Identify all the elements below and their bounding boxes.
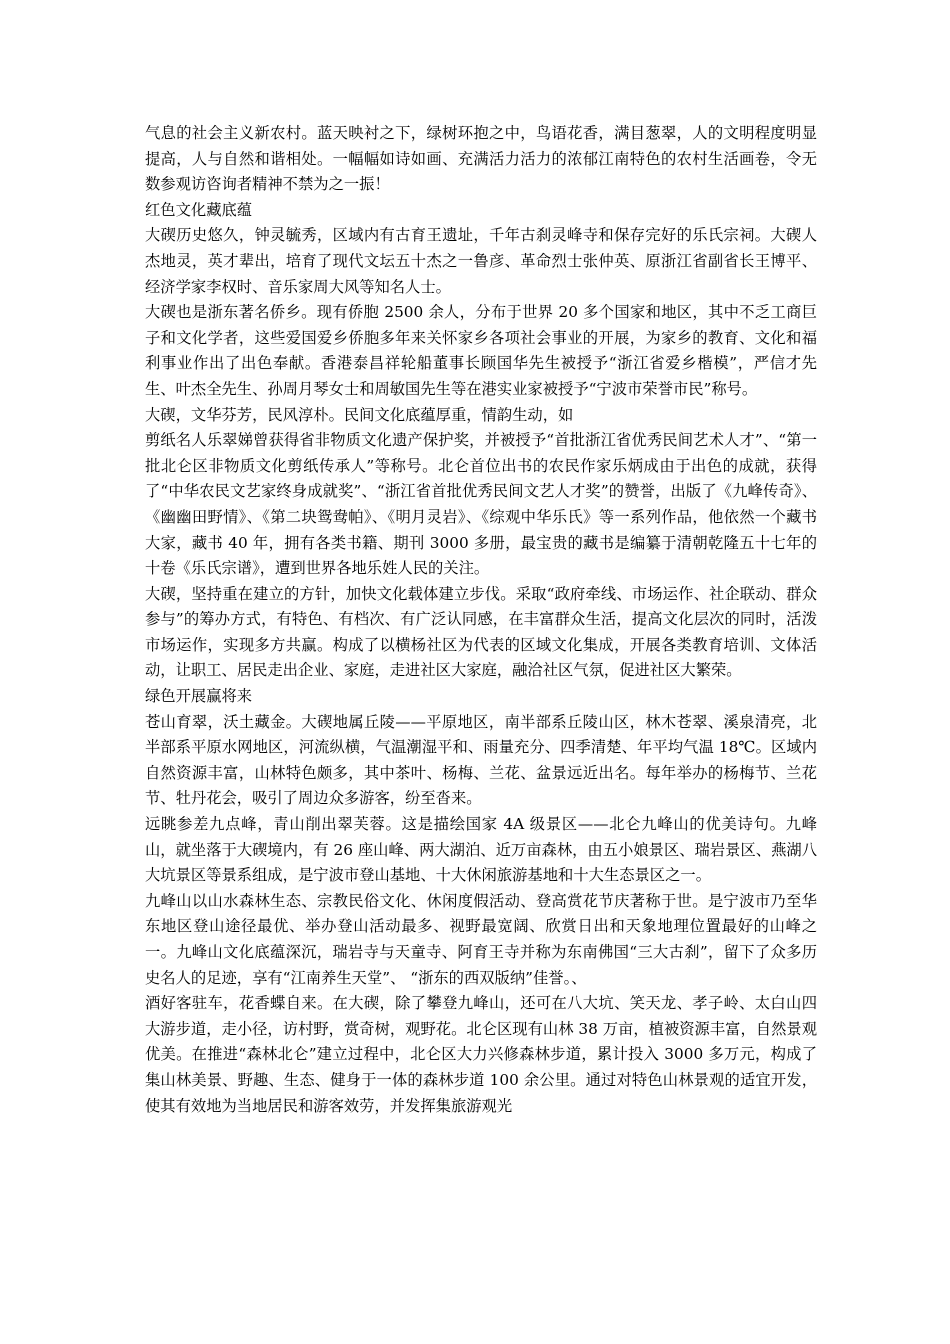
paragraph-overseas-chinese: 大碶也是浙东著名侨乡。现有侨胞 2500 余人，分布于世界 20 多个国家和地区，其中不乏工商巨子和文化学者，这些爱国爱乡侨胞多年来关怀家乡各项社会事业的开展，为家乡的教育、文化和福利事业作出了出色奉献。香港泰昌祥轮船董事长顾国华先生被授予“浙江省爱乡楷模”，严信才先生、叶杰全先生、孙周月琴女士和周敏国先生等在港实业家被授予“宁波市荣誉市民”称号。 — [145, 303, 817, 398]
paragraph-history: 大碶历史悠久，钟灵毓秀，区域内有古育王遗址，千年古刹灵峰寺和保存完好的乐氏宗祠。大碶人杰地灵，英才辈出，培育了现代文坛五十杰之一鲁彦、革命烈士张仲英、原浙江省副省长王博平、经济学家李权时、音乐家周大风等知名人士。 — [145, 226, 817, 296]
document-page — [145, 121, 817, 1119]
paragraph-folk-culture: 大碶，文华芬芳，民风淳朴。民间文化底蕴厚重，情韵生动，如 剪纸名人乐翠娣曾获得省非物质文化遗产保护奖，并被授予“首批浙江省优秀民间艺术人才”、“第一批北仑区非物质文化剪纸传承人”等称号。北仑首位出书的农民作家乐炳成由于出色的成就，获得了“中华农民文艺家终身成就奖”、“浙江省首批优秀民间文艺人才奖”的赞誉，出版了《九峰传奇》、《幽幽田野情》、《第二块鸳鸯帕》、《明月灵岩》、《综观中华乐氏》等一系列作品，他依然一个藏书大家，藏书 40 年，拥有各类书籍、期刊 3000 多册，最宝贵的藏书是编纂于清朝乾隆五十七年的十卷《乐氏宗谱》，遭到世界各地乐姓人民的关注。 — [145, 405, 817, 578]
paragraph-forest-trails: 酒好客驻车，花香蝶自来。在大碶，除了攀登九峰山，还可在八大坑、笑天龙、孝子岭、太白山四大游步道，走小径，访村野，赏奇树，观野花。北仑区现有山林 38 万亩，植被资源丰富，自然景观优美。在推进“森林北仑”建立过程中，北仑区大力兴修森林步道，累计投入 3000 多万元，构成了集山林美景、野趣、生态、健身于一体的森林步道 100 余公里。通过对特色山林景观的适宜开发，使其有效地为当地居民和游客效劳，并发挥集旅游观光 — [145, 994, 817, 1115]
paragraph-cultural-development: 大碶，坚持重在建立的方针，加快文化载体建立步伐。采取“政府牵线、市场运作、社企联动、群众参与”的筹办方式，有特色、有档次、有广泛认同感，在丰富群众生活，提高文化层次的同时，活泼市场运作，实现多方共赢。构成了以横杨社区为代表的区域文化集成，开展各类教育培训、文体活动，让职工、居民走出企业、家庭，走进社区大家庭，融洽社区气氛，促进社区大繁荣。 — [145, 584, 817, 680]
paragraph-intro: 气息的社会主义新农村。蓝天映衬之下，绿树环抱之中，鸟语花香，满目葱翠，人的文明程度明显提高，人与自然和谐相处。一幅幅如诗如画、充满活力活力的浓郁江南特色的农村生活画卷，令无数参观访咨询者精神不禁为之一振！ — [145, 124, 817, 194]
paragraph-natural-resources: 苍山育翠，沃土藏金。大碶地属丘陵——平原地区，南半部系丘陵山区，林木苍翠、溪泉清亮，北半部系平原水网地区，河流纵横，气温潮湿平和、雨量充分、四季清楚、年平均气温 18℃。区域内自然资源丰富，山林特色颇多，其中茶叶、杨梅、兰花、盆景远近出名。每年举办的杨梅节、兰花节、牡丹花会，吸引了周边众多游客，纷至沓来。 — [145, 712, 817, 808]
paragraph-jiufeng-mountain: 远眺参差九点峰，青山削出翠芙蓉。这是描绘国家 4A 级景区——北仑九峰山的优美诗句。九峰山，就坐落于大碶境内，有 26 座山峰、两大湖泊、近万亩森林，由五小娘景区、瑞岩景区、燕湖八大坑景区等景系组成，是宁波市登山基地、十大休闲旅游基地和十大生态景区之一。 — [145, 815, 817, 885]
section-heading-green-development: 绿色开展赢将来 — [145, 687, 253, 706]
paragraph-jiufeng-culture: 九峰山以山水森林生态、宗教民俗文化、休闲度假活动、登高赏花节庆著称于世。是宁波市乃至华东地区登山途径最优、举办登山活动最多、视野最宽阔、欣赏日出和天象地理位置最好的山峰之一。九峰山文化底蕴深沉，瑞岩寺与天童寺、阿育王寺并称为东南佛国“三大古刹”，留下了众多历史名人的足迹，享有“江南养生天堂”、 “浙东的西双版纳”佳誉。、 — [145, 891, 817, 987]
section-heading-red-culture: 红色文化藏底蕴 — [145, 200, 253, 219]
